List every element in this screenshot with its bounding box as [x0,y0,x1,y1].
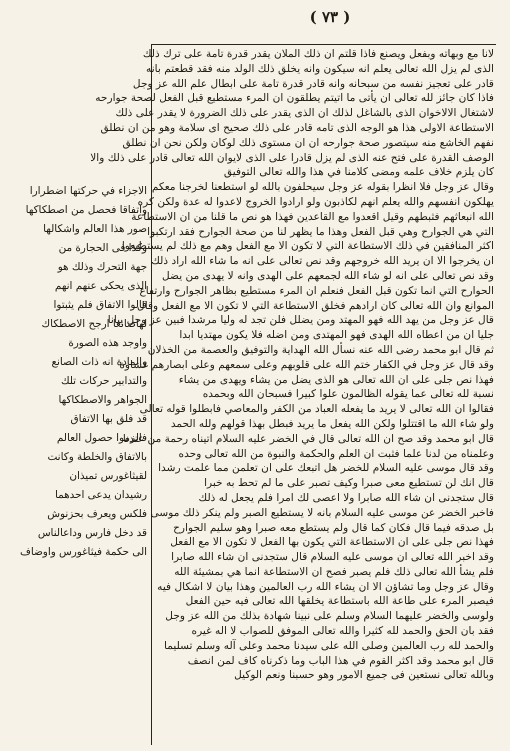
text-line: قال ستجدنى ان شاء الله صابرا ولا اعصى لك امرا فلم يجعل له ذلك [198,491,494,504]
text-line: فقالوا ان الله تعالى لا يريد ما يفعله العباد من الكفر والمعاصي فابطلوا قوله تعالى [139,403,494,416]
margin-note-line: واتفاقا فحصل من اصطكاكها [25,204,147,216]
margin-note-line: لهاصانعا ارجح الاصطكاك [41,318,147,330]
margin-note-line: جهة التحرك وذلك هو [57,261,147,273]
text-line: فيصبر المرء على طاعة الله باستطاعة يخلقها الله تعالى فيه حين الفعل [185,595,494,608]
text-line: لاشتغال الالاخوان الذى بالشاغل لذلك ان الذى يقدر على ذلك الضرورة لا يقدر على ذلك [115,107,494,120]
text-line: وعلمناه من لدنا علما فثبت ان العلم والحكمة والنبوة من الله تعالى وحده [178,447,494,460]
margin-note-line: قد دخل فارس وداعالناس [37,527,147,539]
text-line: فهذا نص جلى على ان الله تعالى هو الذى يضل من يشاء ويهدى من يشاء [178,373,494,386]
text-line: فقد بان الحق والحمد لله كثيرا والله تعالى الموفق للصواب لا اله غيره [191,625,494,638]
margin-note-line: واوجد هذه الصورة [68,337,147,349]
margin-note-line: والمادة انه ذات الصانع [51,356,147,368]
text-line: وقال عز وجل فلا انظرا بقوله عز وجل سيحلفون بالله لو استطعنا لخرجنا معكم [151,181,494,194]
text-line: فلم يشأ الله تعالى ذلك فلم يصبر فصح ان الاستطاعة انما هي بمشيئة الله [174,565,494,578]
text-line: وقد نص تعالى على انه لو شاء الله لجمعهم على الهدى وانه لا يهدى من يضل [161,269,494,282]
text-line: ثم قال ابو محمد رضى الله عنه نسأل الله الهداية والتوفيق والعصمة من الخذلان [147,343,494,356]
text-line: قال انك لن تستطيع معى صبرا وكيف تصبر على ما لم تحط به خبرا [204,477,494,490]
text-line: الله انبعاثهم فثبطهم وقيل اقعدوا مع القاعدين فهذا هو نص ما قلنا من ان الاستطاعة [131,210,494,223]
text-line: نسبة لله تعالى عما يقوله الظالمون علوا كبيرا فسبحان الله وبحمده [202,388,494,401]
margin-note-line: الذى يحكى عنهم انهم [54,280,147,292]
text-line: الوصف القدرة على فتح عنه الذى لم يزل قادرا على الذى لايوان الله تعالى قادر على ذلك والا [90,151,494,164]
text-line: كان يلزم خلاف علمه ومضى كلامنا في هذا والله تعالى التوفيق [223,166,494,179]
text-line: والحمد لله رب العالمين وصلى الله على سيدنا محمد وعلى آله وسلم تسليما [164,639,494,652]
margin-note-line: وكذا فى الحجارة من [58,242,147,254]
margin-note-line: لقيثاغورس تميذان [69,470,147,482]
text-line: وقد اخبر الله تعالى ان موسى عليه السلام قال ستجدنى ان شاء الله صابرا [171,551,494,564]
margin-note-line: الجواهر والاصطكاكها [58,394,147,406]
text-line: الاستطاعة الاولى هذا هو الوجه الذى تامه قادر على ذلك صحيح اى سلامة وهو من ان نطلق [100,121,494,134]
text-line: نفهم الخاشع منه سيتصور صحة جوارحه ان ان مستوى ذلك لوكان ولكن نحن ان نطلق [122,136,494,149]
margin-commentary [0,182,147,582]
text-line: فاخبر الخضر عن موسى عليه السلام بانه لا يستطيع الصبر ولم ينكر ذلك موسى [150,506,494,519]
text-line: فاذا كان جائز لله تعالى ان يأتى ما اتيتم يطلقون ان المرء مستطيع قبل الفعل لصحة جوارحه [95,92,494,105]
text-line: فهذا نص جلى على ان الاستطاعة التي يكون بها الفعل لا تكون الا مع الفعل [170,536,494,549]
text-line: وبالله تعالى نستعين فى جميع الامور وهو حسبنا ونعم الوكيل [234,669,494,682]
margin-note-line: والتدابير حركات تلك [60,375,147,387]
text-line: الذى لم يزل الله تعالى يعلم انه سيكون وانه يخلق ذلك الولد منه فقد قطعتم بانه [146,62,494,75]
margin-note-line: الى حكمة فيثاغورس واوضاف [20,546,147,558]
margin-note-line: فلكس ويعرف بحزنوش [47,508,147,520]
text-line: قادر على تعجيز نفسه من سبحانه وانه قادر قدرة تامة على ابطال علم الله عز وجل [132,77,494,90]
text-line: وقد قال موسى عليه السلام للخضر هل اتبعك على ان تعلمن مما علمت رشدا [158,462,494,475]
text-line: ولوسى والخضر عليهما السلام وسلم على نبينا شهادة بذلك من الله عز وجل [165,610,494,623]
text-line: وقال عز وجل وما تشاؤن الا ان يشاء الله رب العالمين وهذا بيان لا اشكال فيه [157,580,494,593]
text-line: ان يخرجوا الا ان يريد الله خروجهم وقد نص تعالى على انه ما شاء الله اراد ذلك [151,255,494,268]
text-line: قال عز وجل من يهد الله فهو المهتد ومن يضلل فلن تجد له وليا مرشدا فبين عز وجل بيانا [107,314,494,327]
margin-note-line: قالوا الاتفاق فلم يثبتوا [53,299,147,311]
text-line: ولو شاء الله ما اقتتلوا ولكن الله يفعل ما يريد فبطل بهذا قولهم ولله الحمد [170,417,494,430]
text-line: قال ابو محمد وقد صح ان الله تعالى قال في الخضر عليه السلام اتيناه رحمة من عندنا [122,432,494,445]
text-line: قال ابو محمد وقد اكثر القوم في هذا الباب وما ذكرناه كاف لمن انصف [187,654,494,667]
text-line: وقد قال عز وجل في الكفار ختم الله على قلوبهم وعلى سمعهم وعلى ابصارهم غشاوة [119,358,494,371]
margin-note-line: فالزموا حصول العالم [56,432,147,444]
text-line: يهلكون انفسهم والله يعلم انهم لكاذبون ولو ارادوا الخروج لاعدوا له عدة ولكن كره [137,195,494,208]
margin-note-line: رشيدان يدعى احدهما [54,489,147,501]
text-line: التي هي الجوارح وهي قبل الفعل وهذا ما يظهر لنا من صحة الجوارح فقد ارتكبوا [147,225,494,238]
margin-note-line: بالاتفاق والخلطة وكانت [47,451,147,463]
margin-note-line: صور هذا العالم واشكالها [43,223,147,235]
text-line: الحوارح التي انما تكون قبل الفعل فنعلم ان المرء مستطيع بظاهر الجوارح وارتفاع [139,284,494,297]
text-line: بل صدقه فيما قال فكان كما قال ولم يستطع معه صبرا وهو سليم الجوارح [173,521,494,534]
text-line: الموانع وان الله تعالى كان ارادهم فخلق الاستطاعة التي لا تكون الا مع الفعل وقال [137,299,494,312]
margin-note-line: الاجزاء في حركتها اضطرارا [29,185,147,197]
margin-note-line: قد فلق بها الاتفاق [70,413,147,425]
text-line: اكثر المنافقين في ذلك الاستطاعة التي لا تكون الا مع الفعل وهم مع ذلك لم يستطيعوا [121,240,494,253]
page-number: ( ٧٣ ) [309,8,351,26]
text-line: جليا ان من اعطاه الله الهدى فهو المهتدى ومن اضله فلا يكون مهتديا ابدا [179,329,494,342]
text-line: لانا مع‌ وبهاته وبفعل ويصنع فاذا قلتم ان ذلك الملان يقدر قدرة تامة على ترك ذلك [142,48,494,60]
